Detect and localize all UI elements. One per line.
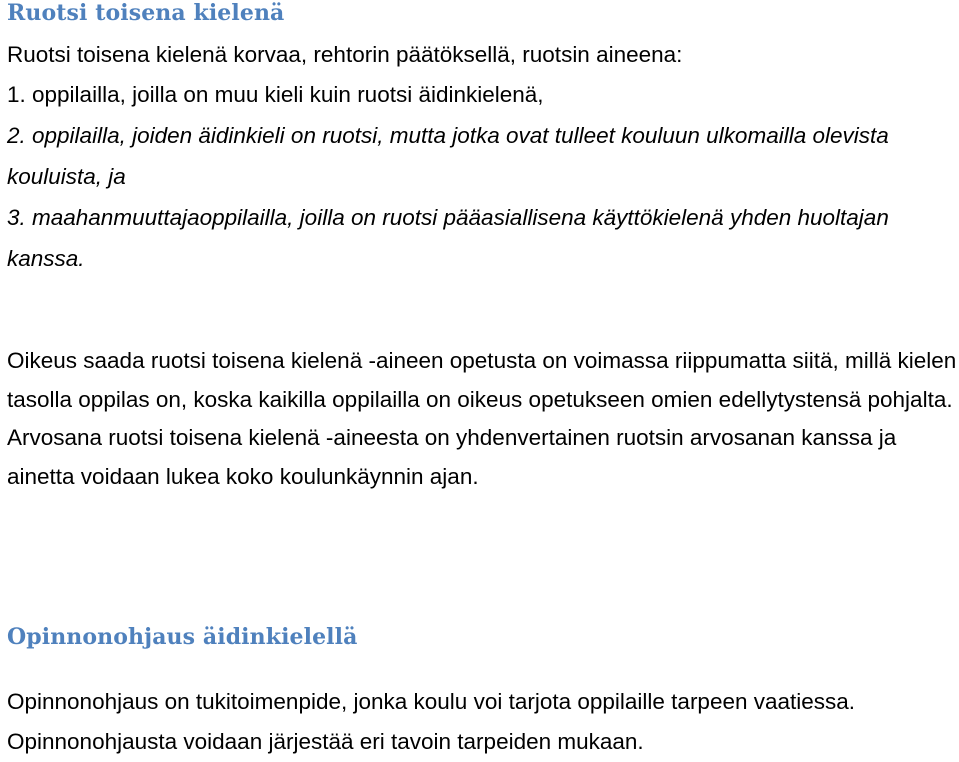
- guidance-paragraph: Opinnonohjaus on tukitoimenpide, jonka koulu voi tarjota oppilaille tarpeen vaatiessa. Opinnonohjausta voidaan järjestää eri tavoin tarpeiden mukaan.: [7, 689, 856, 754]
- section-heading-ruotsi: Ruotsi toisena kielenä: [7, 0, 285, 26]
- list-item: 2. oppilailla, joiden äidinkieli on ruotsi, mutta jotka ovat tulleet kouluun ulkomailla olevista kouluista, ja: [7, 123, 889, 189]
- eligibility-list: [7, 74, 947, 279]
- list-item: 1. oppilailla, joilla on muu kieli kuin ruotsi äidinkielenä,: [7, 82, 544, 107]
- rights-paragraph: Oikeus saada ruotsi toisena kielenä -aineen opetusta on voimassa riippumatta siitä, millä kielen tasolla oppilas on, koska kaikilla oppilailla on oikeus opetukseen omien edellytystensä pohjalta. Arvosana ruotsi toisena kielenä -aineesta on yhdenvertainen ruotsin arvosanan kanssa ja ainetta voidaan lukea koko koulunkäynnin ajan.: [7, 348, 957, 489]
- section-heading-opinnonohjaus: Opinnonohjaus äidinkielellä: [7, 624, 358, 650]
- list-item: 3. maahanmuuttajaoppilailla, joilla on ruotsi pääasiallisena käyttökielenä yhden huoltajan kanssa.: [7, 205, 889, 271]
- intro-text: Ruotsi toisena kielenä korvaa, rehtorin päätöksellä, ruotsin aineena:: [7, 42, 683, 67]
